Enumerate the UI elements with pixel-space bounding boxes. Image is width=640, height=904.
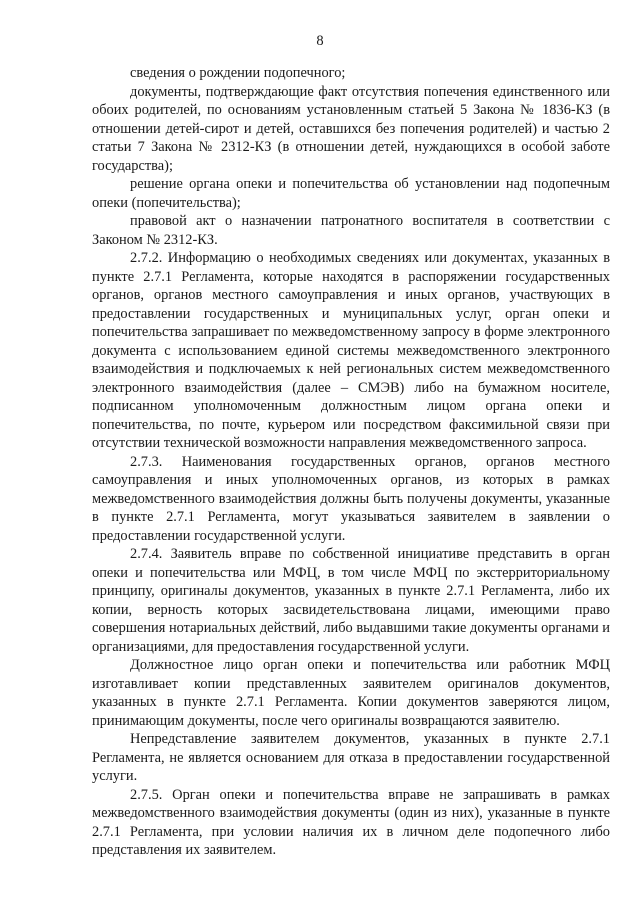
- paragraph-guardianship-decision: решение органа опеки и попечительства об установлении над подопечным опеки (попечительства);: [92, 176, 610, 211]
- paragraph-2-7-5: 2.7.5. Орган опеки и попечительства вправе не запрашивать в рамках межведомственного взаимодействия документы (один из них), указанные в пункте 2.7.1 Регламента, при условии наличия их в личном деле подопечного либо представления их заявителем.: [92, 786, 610, 858]
- paragraph-2-7-4: 2.7.4. Заявитель вправе по собственной инициативе представить в орган опеки и попечительства или МФЦ, в том числе МФЦ по экстерриториальному принципу, оригиналы документов, указанных в пункте 2.7.1 Регламента, либо их копии, верность которых засвидетельствована лицами, имеющими право совершения нотариальных действий, либо выдавшими такие документы органами и организациями, для предоставления государственной услуги.: [92, 546, 610, 655]
- paragraph-copies-certification: Должностное лицо орган опеки и попечительства или работник МФЦ изготавливает копии представленных заявителем оригиналов документов, указанных в пункте 2.7.1 Регламента. Копии документов заверяются лицом, принимающим документы, после чего оригиналы возвращаются заявителю.: [92, 657, 610, 729]
- page-body: [92, 64, 610, 860]
- paragraph-birth-info: сведения о рождении подопечного;: [130, 65, 346, 81]
- paragraph-parental-care-documents: документы, подтверждающие факт отсутствия попечения единственного или обоих родителей, по основаниям установленным статьей 5 Закона № 1836-КЗ (в отношении детей-сирот и детей, оставшихся без попечения родителей) и частью 2 статьи 7 Закона № 2312-КЗ (в отношении детей, нуждающихся в особой заботе государства);: [92, 83, 610, 174]
- paragraph-foster-caregiver-act: правовой акт о назначении патронатного воспитателя в соответствии с Законом № 2312-КЗ.: [92, 213, 610, 248]
- paragraph-non-submission: Непредставление заявителем документов, указанных в пункте 2.7.1 Регламента, не является основанием для отказа в предоставлении государственной услуги.: [92, 731, 610, 784]
- paragraph-2-7-3: 2.7.3. Наименования государственных органов, органов местного самоуправления и иных уполномоченных органов, из которых в рамках межведомственного взаимодействия должны быть получены документы, указанные в пункте 2.7.1 Регламента, могут указываться заявителем в заявлении о предоставлении государственной услуги.: [92, 453, 610, 544]
- paragraph-2-7-2: 2.7.2. Информацию о необходимых сведениях или документах, указанных в пункте 2.7.1 Регламента, которые находятся в распоряжении государственных органов, органов местного самоуправления и иных органов, участвующих в предоставлении государственных и муниципальных услуг, орган опеки и попечительства запрашивает по межведомственному запросу в форме электронного документа с использованием единой системы межведомственного электронного взаимодействия и подключаемых к ней региональных систем межведомственного электронного взаимодействия (далее – СМЭВ) либо на бумажном носителе, подписанном уполномоченным должностным лицом органа опеки и попечительства, по почте, курьером или посредством факсимильной связи при отсутствии технической возможности направления межведомственного запроса.: [92, 250, 610, 451]
- page-number: 8: [316, 33, 324, 49]
